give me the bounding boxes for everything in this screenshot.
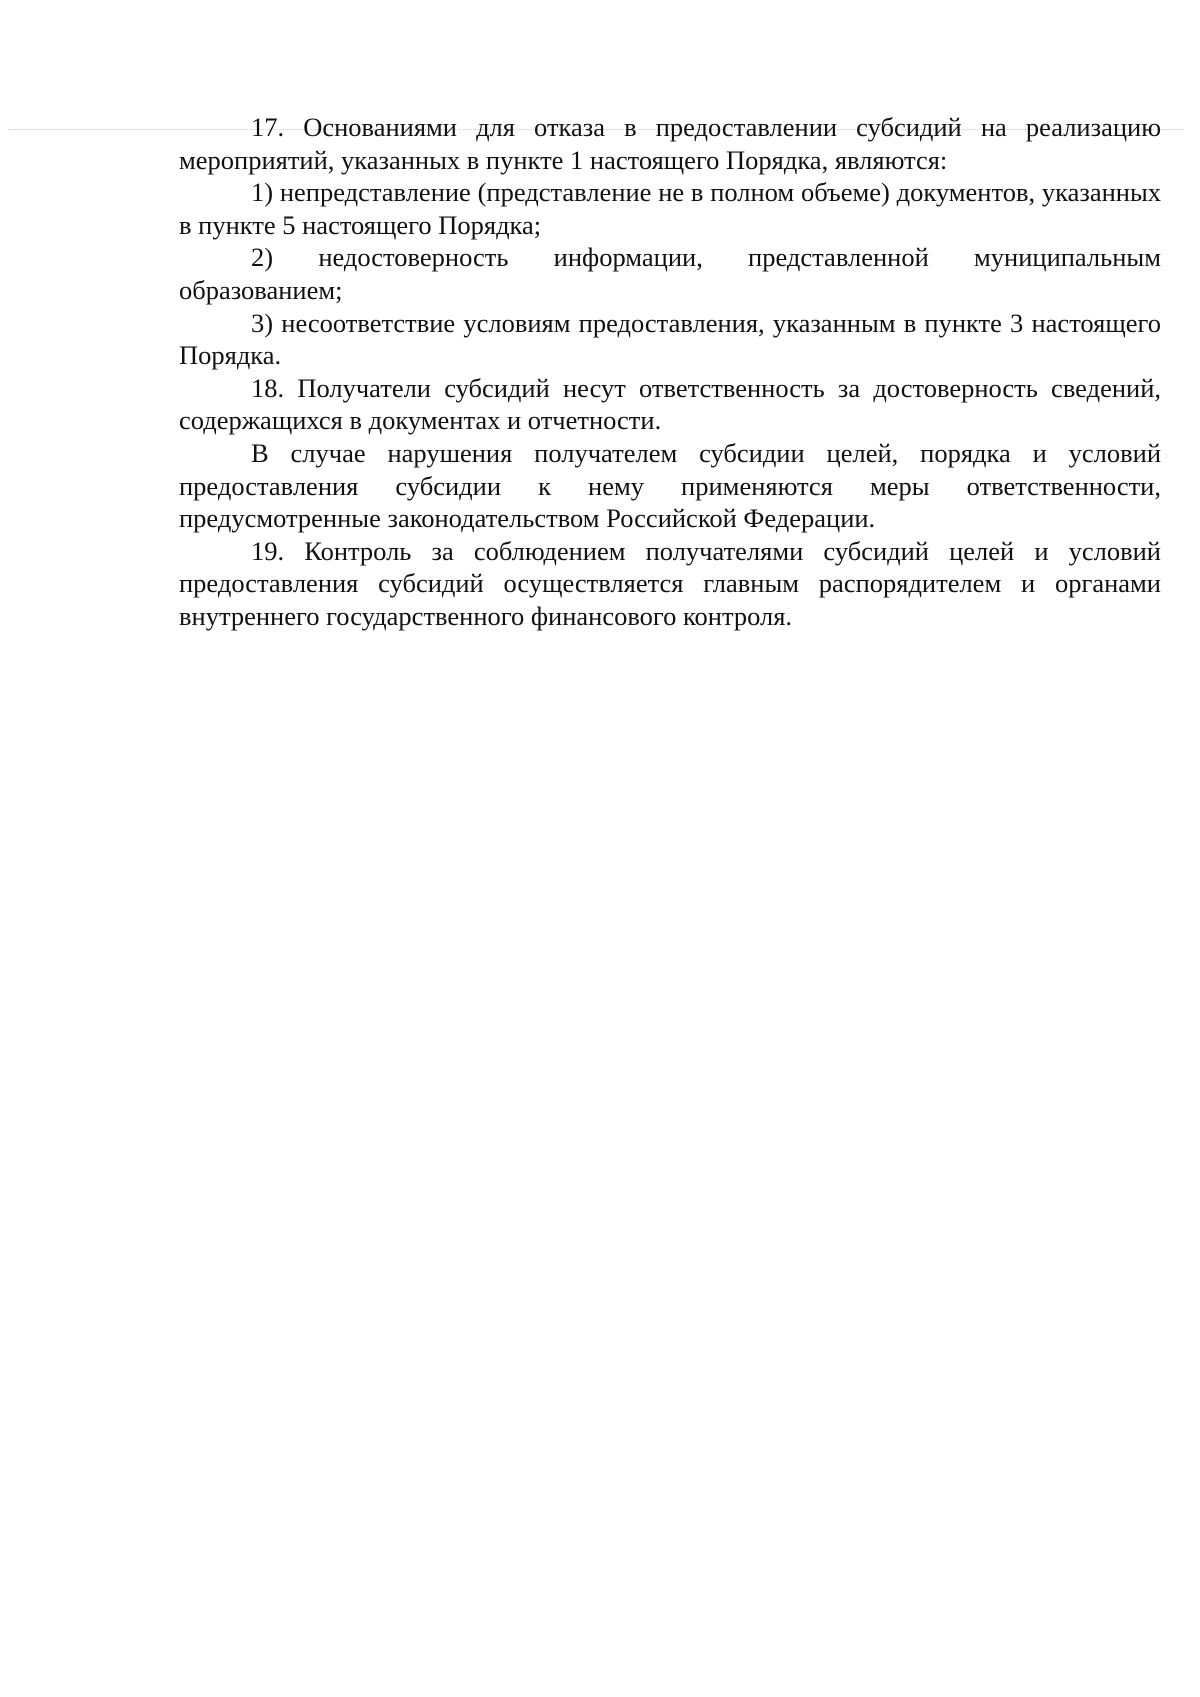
paragraph-17-item-3: 3) несоответствие условиям предоставления, указанным в пункте 3 настоящего Порядка. [179,307,1161,371]
paragraph-17-item-1: 1) непредставление (представление не в полном объеме) документов, указанных в пункте 5 настоящего Порядка; [179,177,1161,240]
paragraph-17: 17. Основаниями для отказа в предоставлении субсидий на реализацию мероприятий, указанных в пункте 1 настоящего Порядка, являются: [179,112,1161,175]
paragraph-19: 19. Контроль за соблюдением получателями субсидий целей и условий предоставления субсидий осуществляется главным распорядителем и органами внутреннего государственного финансового контроля. [179,535,1161,631]
paragraph-18-liability: В случае нарушения получателем субсидии целей, порядка и условий предоставления субсидии к нему применяются меры ответственности, предусмотренные законодательством Российской Федерации. [179,437,1161,534]
paragraph-18: 18. Получатели субсидий несут ответственность за достоверность сведений, содержащихся в документах и отчетности. [179,372,1161,436]
document-body [179,111,1161,633]
paragraph-17-item-2: 2) недостоверность информации, представленной муниципальным образованием; [179,242,1161,305]
